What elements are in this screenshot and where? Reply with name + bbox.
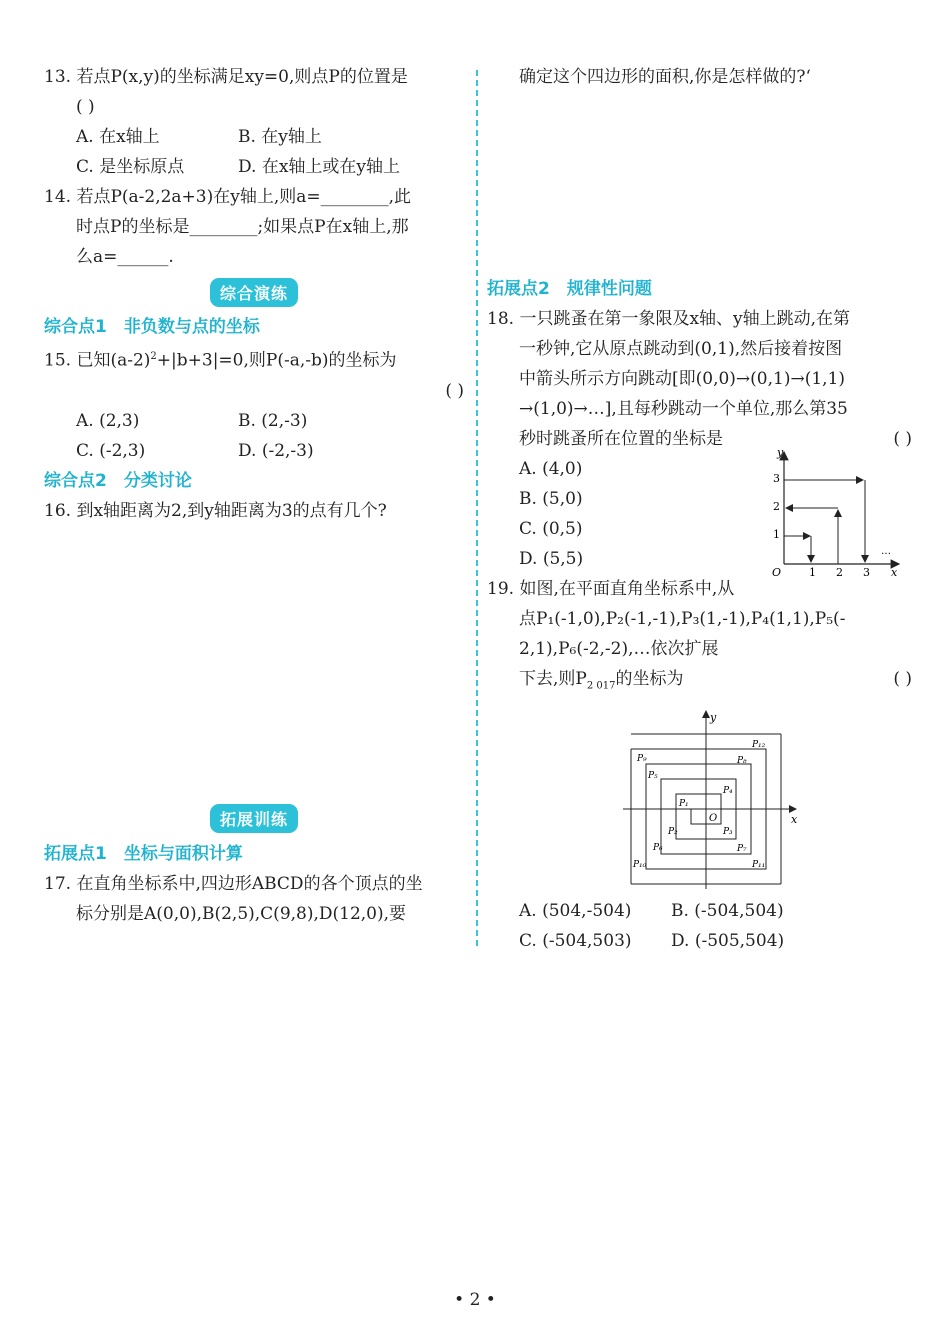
spiral-label-p12: P₁₂ (752, 740, 766, 751)
page-number: • 2 • (454, 1290, 496, 1310)
flea-x-label: x (891, 566, 898, 579)
q17-line2: 标分别是A(0,0),B(2,5),C(9,8),D(12,0),要 (76, 903, 407, 924)
q19-line1: 19. 如图,在平面直角坐标系中,从 (487, 579, 735, 599)
q19-option-c[interactable]: C. (-504,503) (519, 931, 632, 952)
q19-option-a[interactable]: A. (504,-504) (519, 901, 632, 922)
q16-stem: 16. 到x轴距离为2,到y轴距离为3的点有几个? (44, 500, 387, 521)
q14-line3: 么a=______. (76, 247, 174, 267)
spiral-origin-label: O (709, 813, 718, 825)
q13-options-row1 (44, 122, 464, 152)
section-heading-4: 拓展点2 规律性问题 (487, 279, 652, 299)
spiral-label-p2: P₂ (668, 827, 678, 838)
spiral-label-p8: P₈ (737, 756, 747, 767)
spiral-label-p10: P₁₀ (633, 860, 647, 871)
flea-origin-label: O (772, 566, 782, 579)
q19-line4: 下去,则$P_{2 017}$的坐标为 ( ) (487, 664, 912, 701)
banner-comprehensive (44, 272, 464, 312)
q19-line3: 2,1),P₆(-2,-2),…依次扩展 (519, 639, 719, 659)
q18-line5: 秒时跳蚤所在位置的坐标是 ( ) (487, 424, 912, 454)
spiral-y-label: y (710, 711, 717, 725)
spiral-label-p3: P₃ (723, 827, 733, 838)
answer-space-q16 (44, 526, 464, 799)
q13-options-row2 (44, 152, 464, 182)
q13-option-b[interactable]: B. 在y轴上 (238, 127, 322, 147)
q15-option-d[interactable]: D. (-2,-3) (238, 440, 314, 461)
section-heading-3: 拓展点1 坐标与面积计算 (44, 843, 243, 864)
spiral-figure (621, 707, 806, 893)
flea-x-tick-3: 3 (863, 566, 870, 579)
q19-options-row1 (487, 896, 912, 926)
banner-extension (44, 799, 464, 839)
q13-stem: 13. 若点P(x,y)的坐标满足xy=0,则点P的位置是 (44, 67, 408, 87)
q18-option-c[interactable]: C. (0,5) (519, 519, 583, 539)
flea-y-label: y (777, 446, 784, 459)
q18-line1: 18. 一只跳蚤在第一象限及x轴、y轴上跳动,在第 (487, 309, 851, 329)
q15-option-b[interactable]: B. (2,-3) (238, 410, 308, 431)
q13-option-c[interactable]: C. 是坐标原点 (76, 157, 185, 177)
spiral-label-p7: P₇ (737, 844, 747, 855)
banner-extension-label: 拓展训练 (210, 804, 298, 833)
flea-x-tick-1: 1 (809, 566, 816, 579)
q18-option-b[interactable]: B. (5,0) (519, 489, 583, 509)
q19-options-row2 (487, 926, 912, 956)
q15-options-row2 (44, 436, 464, 466)
q15-options-row1 (44, 406, 464, 436)
q15-paren: ( ) (445, 380, 464, 401)
q17-continued: 确定这个四边形的面积,你是怎样做的?‘ (519, 67, 811, 87)
spiral-label-p4: P₄ (723, 786, 733, 797)
q19-option-b[interactable]: B. (-504,504) (671, 901, 784, 922)
spiral-label-p11: P₁₁ (752, 860, 766, 871)
column-divider (476, 70, 478, 946)
flea-y-tick-3: 3 (773, 472, 780, 485)
banner-comprehensive-label: 综合演练 (210, 278, 298, 307)
q15-option-c[interactable]: C. (-2,3) (76, 440, 146, 461)
q18-options-block (487, 446, 912, 579)
spiral-x-label: x (791, 813, 798, 827)
q15-option-a[interactable]: A. (2,3) (76, 410, 140, 431)
spiral-label-p1: P₁ (679, 799, 689, 810)
flea-y-tick-2: 2 (773, 500, 780, 513)
q13-option-a[interactable]: A. 在x轴上 (76, 127, 160, 147)
q18-option-d[interactable]: D. (5,5) (519, 549, 584, 569)
q14-line1: 14. 若点P(a-2,2a+3)在y轴上,则a=________,此 (44, 187, 412, 207)
q19-line2: 点P₁(-1,0),P₂(-1,-1),P₃(1,-1),P₄(1,1),P₅(- (519, 609, 846, 629)
section-heading-2: 综合点2 分类讨论 (44, 470, 192, 491)
q15-paren-line (44, 376, 464, 406)
q14-line2: 时点P的坐标是________;如果点P在x轴上,那 (76, 217, 409, 237)
flea-x-tick-2: 2 (836, 566, 843, 579)
flea-ellipsis: … (881, 546, 891, 557)
q13-option-d[interactable]: D. 在x轴上或在y轴上 (238, 157, 401, 177)
spiral-figure-wrap (487, 701, 912, 896)
q18-line2: 一秒钟,它从原点跳动到(0,1),然后接着按图 (519, 339, 843, 359)
right-column (487, 62, 912, 956)
spiral-label-p9: P₉ (637, 754, 647, 765)
q18-paren: ( ) (893, 429, 912, 449)
q15-stem: 15. 已知$(a-2)^2+|b+3|=0$,则P(-a,-b)的坐标为 (44, 350, 397, 371)
q17-line1: 17. 在直角坐标系中,四边形ABCD的各个顶点的坐 (44, 873, 423, 894)
q18-option-a[interactable]: A. (4,0) (519, 459, 583, 479)
q13-paren: ( ) (76, 97, 95, 117)
flea-path-figure (769, 444, 909, 579)
spiral-label-p5: P₅ (648, 771, 658, 782)
left-column (44, 62, 464, 929)
q19-paren: ( ) (893, 669, 912, 689)
q19-option-d[interactable]: D. (-505,504) (671, 931, 785, 952)
spiral-label-p6: P₆ (653, 843, 663, 854)
q18-line4: →(1,0)→…],且每秒跳动一个单位,那么第35 (519, 399, 848, 419)
section-heading-1: 综合点1 非负数与点的坐标 (44, 317, 260, 337)
q18-line3: 中箭头所示方向跳动[即(0,0)→(0,1)→(1,1) (519, 369, 846, 389)
flea-y-tick-1: 1 (773, 528, 780, 541)
answer-space-q17 (487, 92, 912, 274)
